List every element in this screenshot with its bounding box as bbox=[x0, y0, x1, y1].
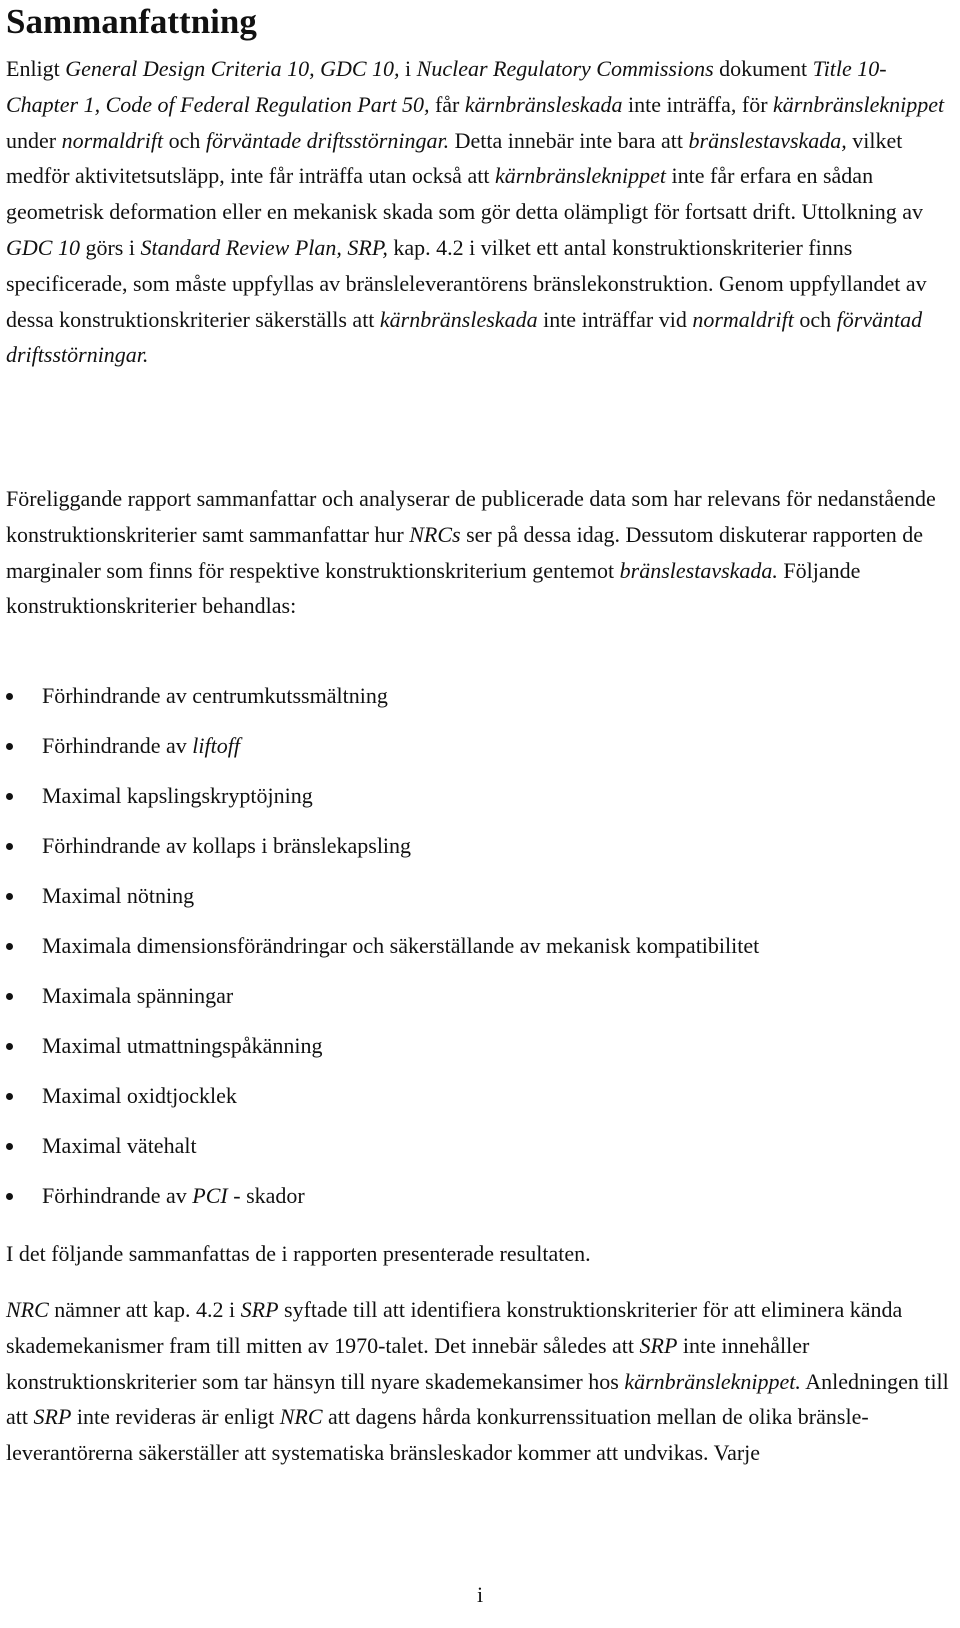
bullet-icon bbox=[6, 943, 13, 950]
bullet-icon bbox=[6, 893, 13, 900]
bullet-icon bbox=[6, 693, 13, 700]
report-paragraph: Föreliggande rapport sammanfattar och analyserar de publicerade data som har relevans för nedanstående konstruktionskriterier samt sammanfattar hur NRCs ser på dessa idag. Dessutom diskuterar rapporten de marginaler som finns för respektive konstruktionskriterium gentemot bränslestavskada. Följande konstruktionskriterier behandlas: bbox=[6, 486, 936, 619]
bullet-icon bbox=[6, 1193, 13, 1200]
bullet-icon bbox=[6, 743, 13, 750]
nrc-paragraph: NRC nämner att kap. 4.2 i SRP syftade till att identifiera konstruktionskriterier för att eliminera kända skademekanismer fram till mitten av 1970-talet. Det innebär således att SRP inte innehåller konstruktionskriterier som tar hänsyn till nyare skademekansimer hos kärnbränsleknippet. Anledningen till att SRP inte revideras är enligt NRC att dagens hårda konkurrenssituation mellan de olika bränsle-leverantörerna säkerställer att systematiska bränsleskador kommer att undvikas. Varje bbox=[6, 1297, 949, 1466]
bullet-icon bbox=[6, 1043, 13, 1050]
italic-term: NRC bbox=[6, 1297, 49, 1322]
list-item: Maximal vätehalt bbox=[6, 1128, 956, 1178]
italic-term: Nuclear Regulatory Commissions bbox=[416, 56, 714, 81]
italic-term: SRP bbox=[639, 1332, 678, 1358]
italic-term: kärnbränsleknippet bbox=[773, 91, 945, 117]
bullet-icon bbox=[6, 1093, 13, 1100]
bullet-icon bbox=[6, 793, 13, 800]
bullet-icon bbox=[6, 1143, 13, 1150]
italic-term: SRP bbox=[240, 1297, 279, 1322]
list-item: Maximala dimensionsförändringar och säkerställande av mekanisk kompatibilitet bbox=[6, 928, 956, 978]
page-title: Sammanfattning bbox=[6, 2, 257, 41]
italic-term: Title 10-Chapter 1, Code of Federal Regulation Part 50, bbox=[6, 56, 887, 117]
intro-paragraph: Enligt General Design Criteria 10, GDC 10, i Nuclear Regulatory Commissions dokument Title 10-Chapter 1, Code of Federal Regulation Part 50, får kärnbränsleskada inte inträffa, för kärnbränsleknippet under normaldrift och förväntade driftsstörningar. Detta innebär inte bara att bränslestavskada, vilket medför aktivitetsutsläpp, inte får inträffa utan också att kärnbränsleknippet inte får erfara en sådan geometrisk deformation eller en mekanisk skada som gör detta olämpligt för fortsatt drift. Uttolkning av GDC 10 görs i Standard Review Plan, SRP, kap. 4.2 i vilket ett antal konstruktionskriterier finns specificerade, som måste uppfyllas av bränsleleverantörens bränslekonstruktion. Genom uppfyllandet av dessa konstruktionskriterier säkerställs att kärnbränsleskada inte inträffar vid normaldrift och förväntad driftsstörningar. bbox=[6, 56, 945, 368]
italic-term: bränslestavskada. bbox=[619, 557, 778, 583]
list-item: Förhindrande av kollaps i bränslekapsling bbox=[6, 828, 956, 878]
list-item: Maximal oxidtjocklek bbox=[6, 1078, 956, 1128]
page-number: i bbox=[476, 1582, 484, 1607]
italic-term: normaldrift bbox=[61, 127, 164, 153]
italic-term: GDC 10 bbox=[6, 234, 80, 260]
italic-term: bränslestavskada, bbox=[688, 127, 847, 153]
italic-term: kärnbränsleknippet. bbox=[624, 1368, 801, 1394]
bullet-icon bbox=[6, 843, 13, 850]
list-item: Förhindrande av PCI - skador bbox=[6, 1178, 956, 1228]
list-item: Förhindrande av centrumkutssmältning bbox=[6, 678, 956, 728]
italic-term: kärnbränsleknippet bbox=[494, 163, 667, 189]
italic-term: PCI bbox=[192, 1183, 228, 1208]
list-item: Maximala spänningar bbox=[6, 978, 956, 1028]
italic-term: förväntade driftsstörningar. bbox=[205, 127, 450, 153]
italic-term: General Design Criteria 10, GDC 10, bbox=[65, 56, 400, 81]
italic-term: Standard Review Plan, SRP, bbox=[140, 234, 388, 260]
summary-intro-paragraph: I det följande sammanfattas de i rapporten presenterade resultaten. bbox=[6, 1241, 591, 1266]
italic-term: kärnbränsleskada bbox=[464, 91, 623, 117]
italic-term: NRC bbox=[279, 1404, 323, 1430]
list-item: Förhindrande av liftoff bbox=[6, 728, 956, 778]
italic-term: SRP bbox=[33, 1404, 72, 1430]
italic-term: liftoff bbox=[192, 733, 240, 758]
italic-term: normaldrift bbox=[692, 306, 794, 332]
list-item: Maximal nötning bbox=[6, 878, 956, 928]
italic-term: förväntad driftsstörningar. bbox=[6, 306, 923, 368]
italic-term: kärnbränsleskada bbox=[379, 306, 538, 332]
list-item: Maximal kapslingskryptöjning bbox=[6, 778, 956, 828]
italic-term: NRCs bbox=[409, 521, 461, 547]
criteria-list bbox=[6, 678, 956, 1228]
bullet-icon bbox=[6, 993, 13, 1000]
list-item: Maximal utmattningspåkänning bbox=[6, 1028, 956, 1078]
